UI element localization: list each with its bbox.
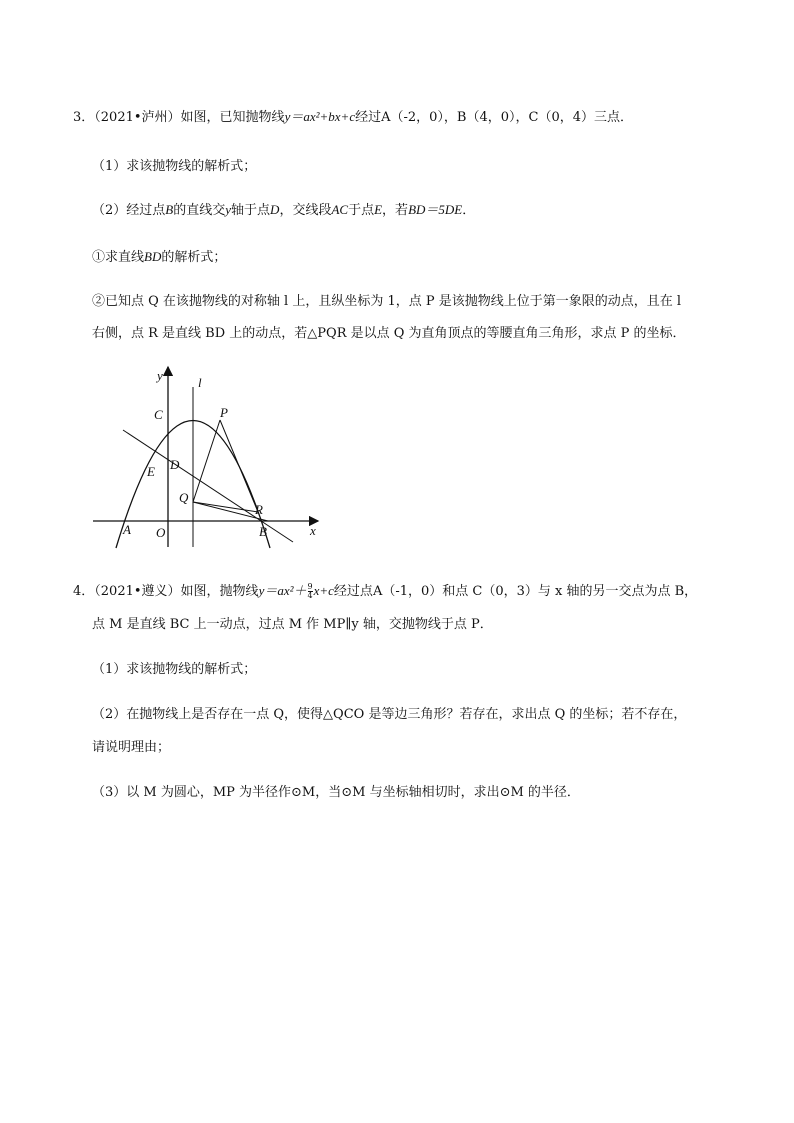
parabola-figure xyxy=(88,362,328,552)
label-a: A xyxy=(123,522,131,537)
label-e: E xyxy=(147,464,155,479)
label-p: P xyxy=(220,405,228,420)
label-b: B xyxy=(259,524,267,539)
label-d: D xyxy=(170,457,180,472)
parabola-equation: y＝ax²+bx+c xyxy=(284,109,356,124)
label-o: O xyxy=(156,525,166,540)
label-c: C xyxy=(154,407,163,422)
problem-4-number: 4． xyxy=(73,584,95,599)
label-l: l xyxy=(198,375,202,390)
problem-3-question-1: （1）求该抛物线的解析式； xyxy=(92,159,257,174)
problem-4-question-2-line-2: 请说明理由； xyxy=(92,740,171,755)
label-y: y xyxy=(157,368,163,383)
problem-3-number: 3． xyxy=(73,110,95,125)
problem-4-question-1: （1）求该抛物线的解析式； xyxy=(92,662,257,677)
problem-4-question-2-line-1: （2）在抛物线上是否存在一点 Q，使得△QCO 是等边三角形？若存在，求出点 Q 的坐标；若不存在， xyxy=(92,707,687,722)
problem-3-question-2: （2）经过点B的直线交y轴于点D，交线段AC于点E，若BD＝5DE． xyxy=(92,202,476,218)
label-q: Q xyxy=(179,490,189,505)
problem-3-subquestion-2-line-1: ②已知点 Q 在该抛物线的对称轴 l 上，且纵坐标为 1，点 P 是该抛物线上位于第一象限的动点，且在 l xyxy=(92,294,682,309)
problem-4-statement: 4．（2021•遵义）如图，抛物线y＝ax²＋ $\frac{9}{4}$ x+c经过点A（-1，0）和点 C（0，3）与 x 轴的另一交点为点 B， xyxy=(73,582,698,600)
problem-3-subquestion-2-line-2: 右侧，点 R 是直线 BD 上的动点，若△PQR 是以点 Q 为直角顶点的等腰直角三角形，求点 P 的坐标． xyxy=(92,326,686,341)
given-points: A（-2，0），B（4，0），C（0，4）三点． xyxy=(381,110,634,125)
triangle-pqr xyxy=(193,420,258,512)
problem-4-source: （2021•遵义） xyxy=(94,584,181,599)
problem-3-subquestion-1: ①求直线BD的解析式； xyxy=(92,249,227,265)
line-bd xyxy=(123,430,293,542)
problem-3-statement: 3．（2021•泸州）如图，已知抛物线y＝ax²+bx+c经过A（-2，0），B（4，0），C（0，4）三点． xyxy=(73,109,634,125)
problem-4-question-3: （3）以 M 为圆心，MP 为半径作⊙M，当⊙M 与坐标轴相切时，求出⊙M 的半径． xyxy=(92,785,580,800)
problem-3-source: （2021•泸州） xyxy=(94,110,181,125)
label-r: R xyxy=(255,502,263,517)
fraction-nine-fourths: $\frac{9}{4}$ xyxy=(307,582,313,600)
problem-4-statement-line-2: 点 M 是直线 BC 上一动点，过点 M 作 MP∥y 轴，交抛物线于点 P． xyxy=(92,617,493,632)
label-x: x xyxy=(310,523,316,538)
